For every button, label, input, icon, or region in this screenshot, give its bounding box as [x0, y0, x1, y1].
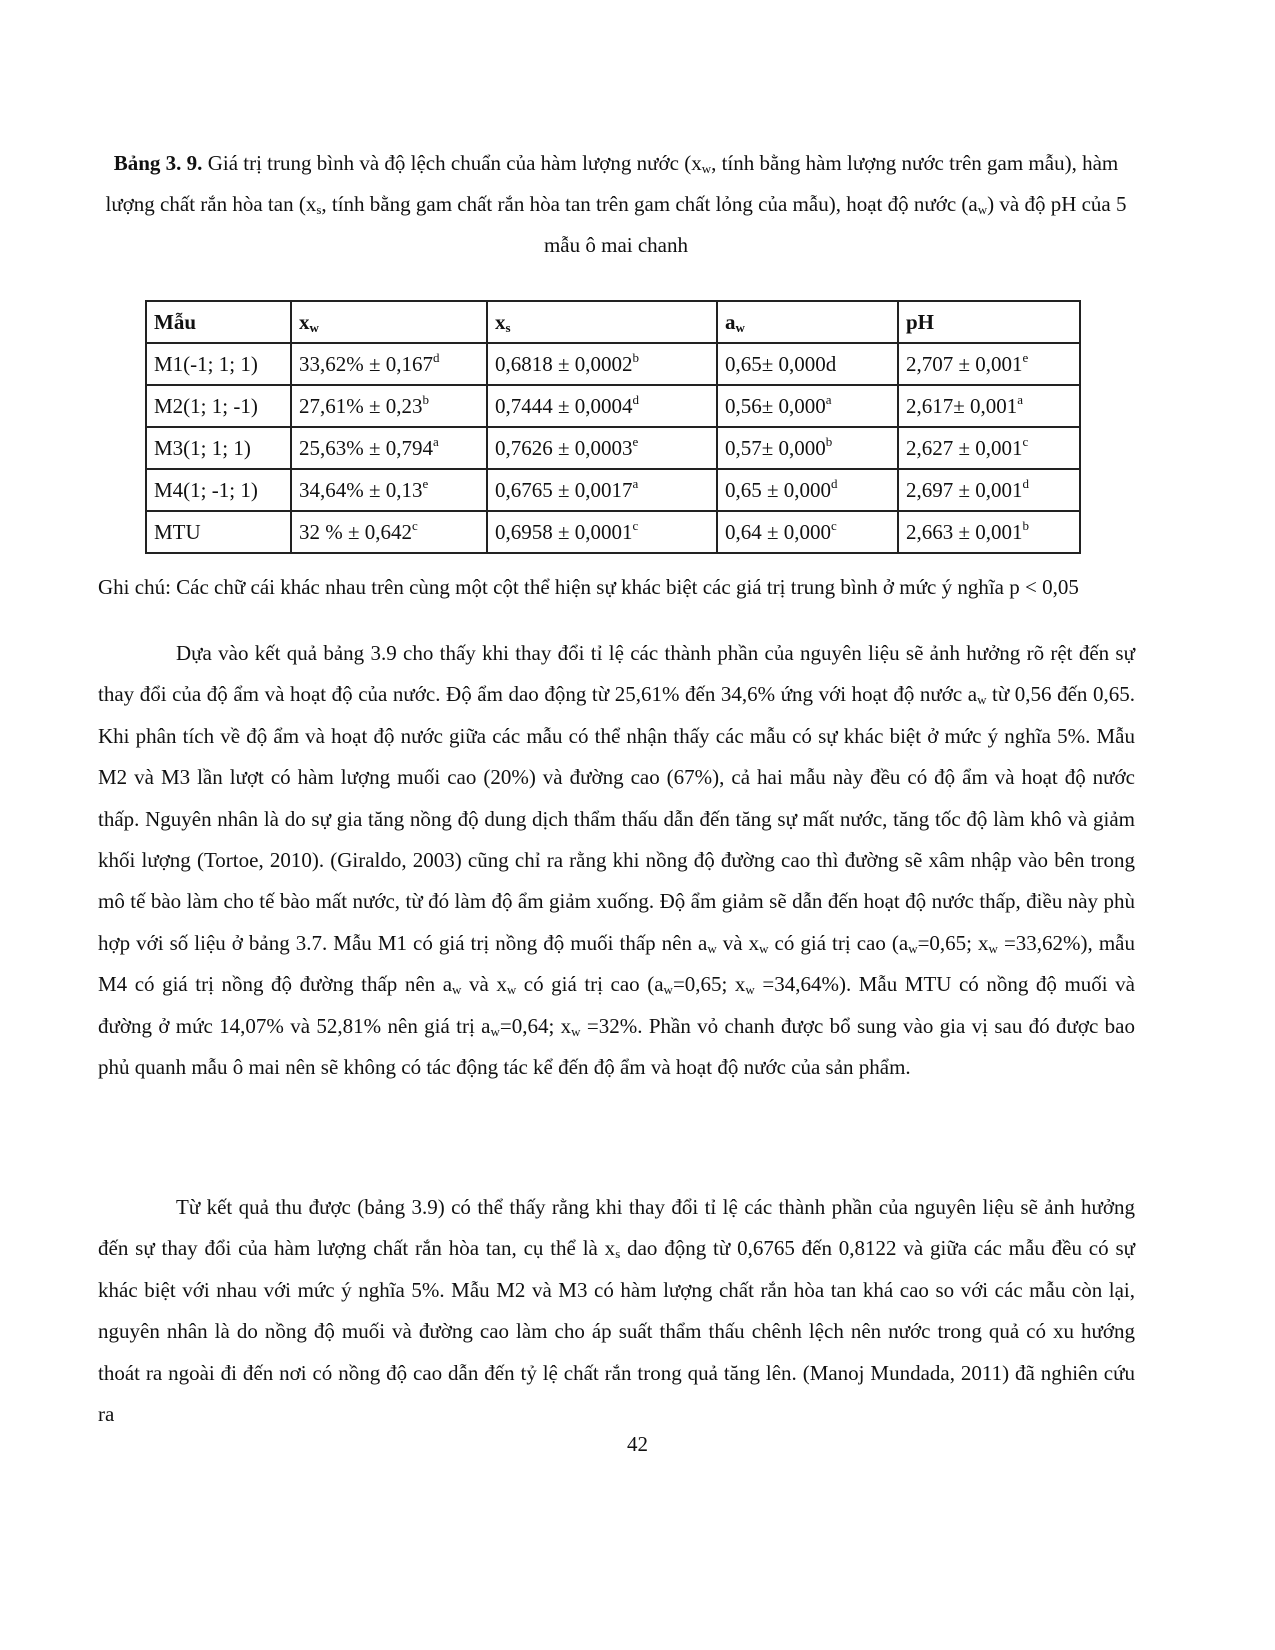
page-number: 42 [627, 1432, 648, 1456]
table-row [146, 427, 1080, 469]
table-cell: 2,617± 0,001$^a$ [898, 385, 1080, 427]
table-cell: 0,65 ± 0,000$^d$ [717, 469, 898, 511]
table-caption: Bảng 3. 9. Giá trị trung bình và độ lệch chuẩn của hàm lượng nước ($x_w$, tính bằng hàm lượng nước trên gam mẫu), hàm lượng chất rắn hòa $\tan (x_s$, tính bằng gam chất rắn hòa tan trên gam chất lỏng của mẫu), hoạt độ nước $(a_w)$ và độ pH của 5 mẫu ô mai chanh [105, 151, 1127, 257]
table-row [146, 343, 1080, 385]
data-table [145, 300, 1081, 554]
table-cell: 2,697 ± 0,001$^d$ [898, 469, 1080, 511]
table-cell: MTU [146, 511, 291, 553]
table-cell: 0,65± 0,000d [717, 343, 898, 385]
table-header-cell: $x_s$ [487, 301, 717, 343]
table-cell: 0,6958 ± 0,0001$^c$ [487, 511, 717, 553]
table-header-row [146, 301, 1080, 343]
table-cell: 2,707 ± 0,001$^e$ [898, 343, 1080, 385]
table-cell: 34,64% ± 0,13$^e$ [291, 469, 487, 511]
table-cell: 0,6765 ± 0,0017$^a$ [487, 469, 717, 511]
body-paragraph-1: Dựa vào kết quả bảng 3.9 cho thấy khi thay đổi tỉ lệ các thành phần của nguyên liệu sẽ ảnh hưởng rõ rệt đến sự thay đổi của độ ẩm và hoạt độ của nước. Độ ẩm dao động từ 25,61% đến 34,6% ứng với hoạt độ nước $a_w$ từ 0,56 đến 0,65. Khi phân tích về độ ẩm và hoạt độ nước giữa các mẫu có thể nhận thấy các mẫu có sự khác biệt ở mức ý nghĩa 5%. Mẫu M2 và M3 lần lượt có hàm lượng muối cao (20%) và đường cao (67%), cả hai mẫu này đều có độ ẩm và hoạt độ nước thấp. Nguyên nhân là do sự gia tăng nồng độ dung dịch thẩm thấu dẫn đến tăng sự mất nước, tăng tốc độ làm khô và giảm khối lượng (Tortoe, 2010). (Giraldo, 2003) cũng chỉ ra rằng khi nồng độ đường cao thì đường sẽ xâm nhập vào bên trong mô tế bào làm cho tế bào mất nước, từ đó làm độ ẩm giảm xuống. Độ ẩm giảm sẽ dẫn đến hoạt độ nước thấp, điều này phù hợp với số liệu ở bảng 3.7. Mẫu M1 có giá trị nồng độ muối thấp nên $a_w$ và $x_w$ có giá trị cao ($a_w=0,65$; $x_w =33,62\%$), mẫu M4 có giá trị nồng độ đường thấp nên $a_w$ và $x_w$ có giá trị cao ($a_w=0,65$; $x_w =34,64\%$). Mẫu MTU có nồng độ muối và đường ở mức 14,07% và 52,81% nên giá trị $a_w=0,64$; $x_w =32\%$. Phần vỏ chanh được bổ sung vào gia vị sau đó được bao phủ quanh mẫu ô mai nên sẽ không có tác động tác kể đến độ ẩm và hoạt độ nước của sản phẩm. [98, 641, 1135, 1080]
table-cell: M1(-1; 1; 1) [146, 343, 291, 385]
table-cell: M3(1; 1; 1) [146, 427, 291, 469]
table-note: Ghi chú: Các chữ cái khác nhau trên cùng một cột thể hiện sự khác biệt các giá trị trung bình ở mức ý nghĩa p < 0,05 [98, 575, 1079, 599]
table-row [146, 469, 1080, 511]
table-header-cell: pH [898, 301, 1080, 343]
table-cell: 2,627 ± 0,001$^c$ [898, 427, 1080, 469]
table-cell: 25,63% ± 0,794$^a$ [291, 427, 487, 469]
table-cell: M4(1; -1; 1) [146, 469, 291, 511]
table-header-cell: $x_w$ [291, 301, 487, 343]
table-cell: 0,7444 ± 0,0004$^d$ [487, 385, 717, 427]
caption-label: Bảng 3. 9. [113, 151, 203, 175]
table-cell: 0,64 ± 0,000$^c$ [717, 511, 898, 553]
table-cell: 0,6818 ± 0,0002$^b$ [487, 343, 717, 385]
table-header-cell: $a_w$ [717, 301, 898, 343]
table-cell: M2(1; 1; -1) [146, 385, 291, 427]
table-cell: 27,61% ± 0,23$^b$ [291, 385, 487, 427]
table-row [146, 511, 1080, 553]
table-cell: 0,57± 0,000$^b$ [717, 427, 898, 469]
table-cell: 33,62% ± 0,167$^d$ [291, 343, 487, 385]
table-cell: 0,7626 ± 0,0003$^e$ [487, 427, 717, 469]
table-cell: 0,56± 0,000$^a$ [717, 385, 898, 427]
body-paragraph-2: Từ kết quả thu được (bảng 3.9) có thể thấy rằng khi thay đổi tỉ lệ các thành phần của nguyên liệu sẽ ảnh hưởng đến sự thay đổi của hàm lượng chất rắn hòa tan, cụ thể là $x_s$ dao động từ 0,6765 đến 0,8122 và giữa các mẫu đều có sự khác biệt với nhau với mức ý nghĩa 5%. Mẫu M2 và M3 có hàm lượng chất rắn hòa tan khá cao so với các mẫu còn lại, nguyên nhân là do nồng độ muối và đường cao làm cho áp suất thẩm thấu chênh lệch nên nước trong quả có xu hướng thoát ra ngoài đi đến nơi có nồng độ cao dẫn đến tỷ lệ chất rắn trong quả tăng lên. (Manoj Mundada, 2011) đã nghiên cứu ra [98, 1195, 1135, 1427]
table-cell: 32 % ± 0,642$^c$ [291, 511, 487, 553]
table-row [146, 385, 1080, 427]
table-cell: 2,663 ± 0,001$^b$ [898, 511, 1080, 553]
table-header-cell: Mẫu [146, 301, 291, 343]
